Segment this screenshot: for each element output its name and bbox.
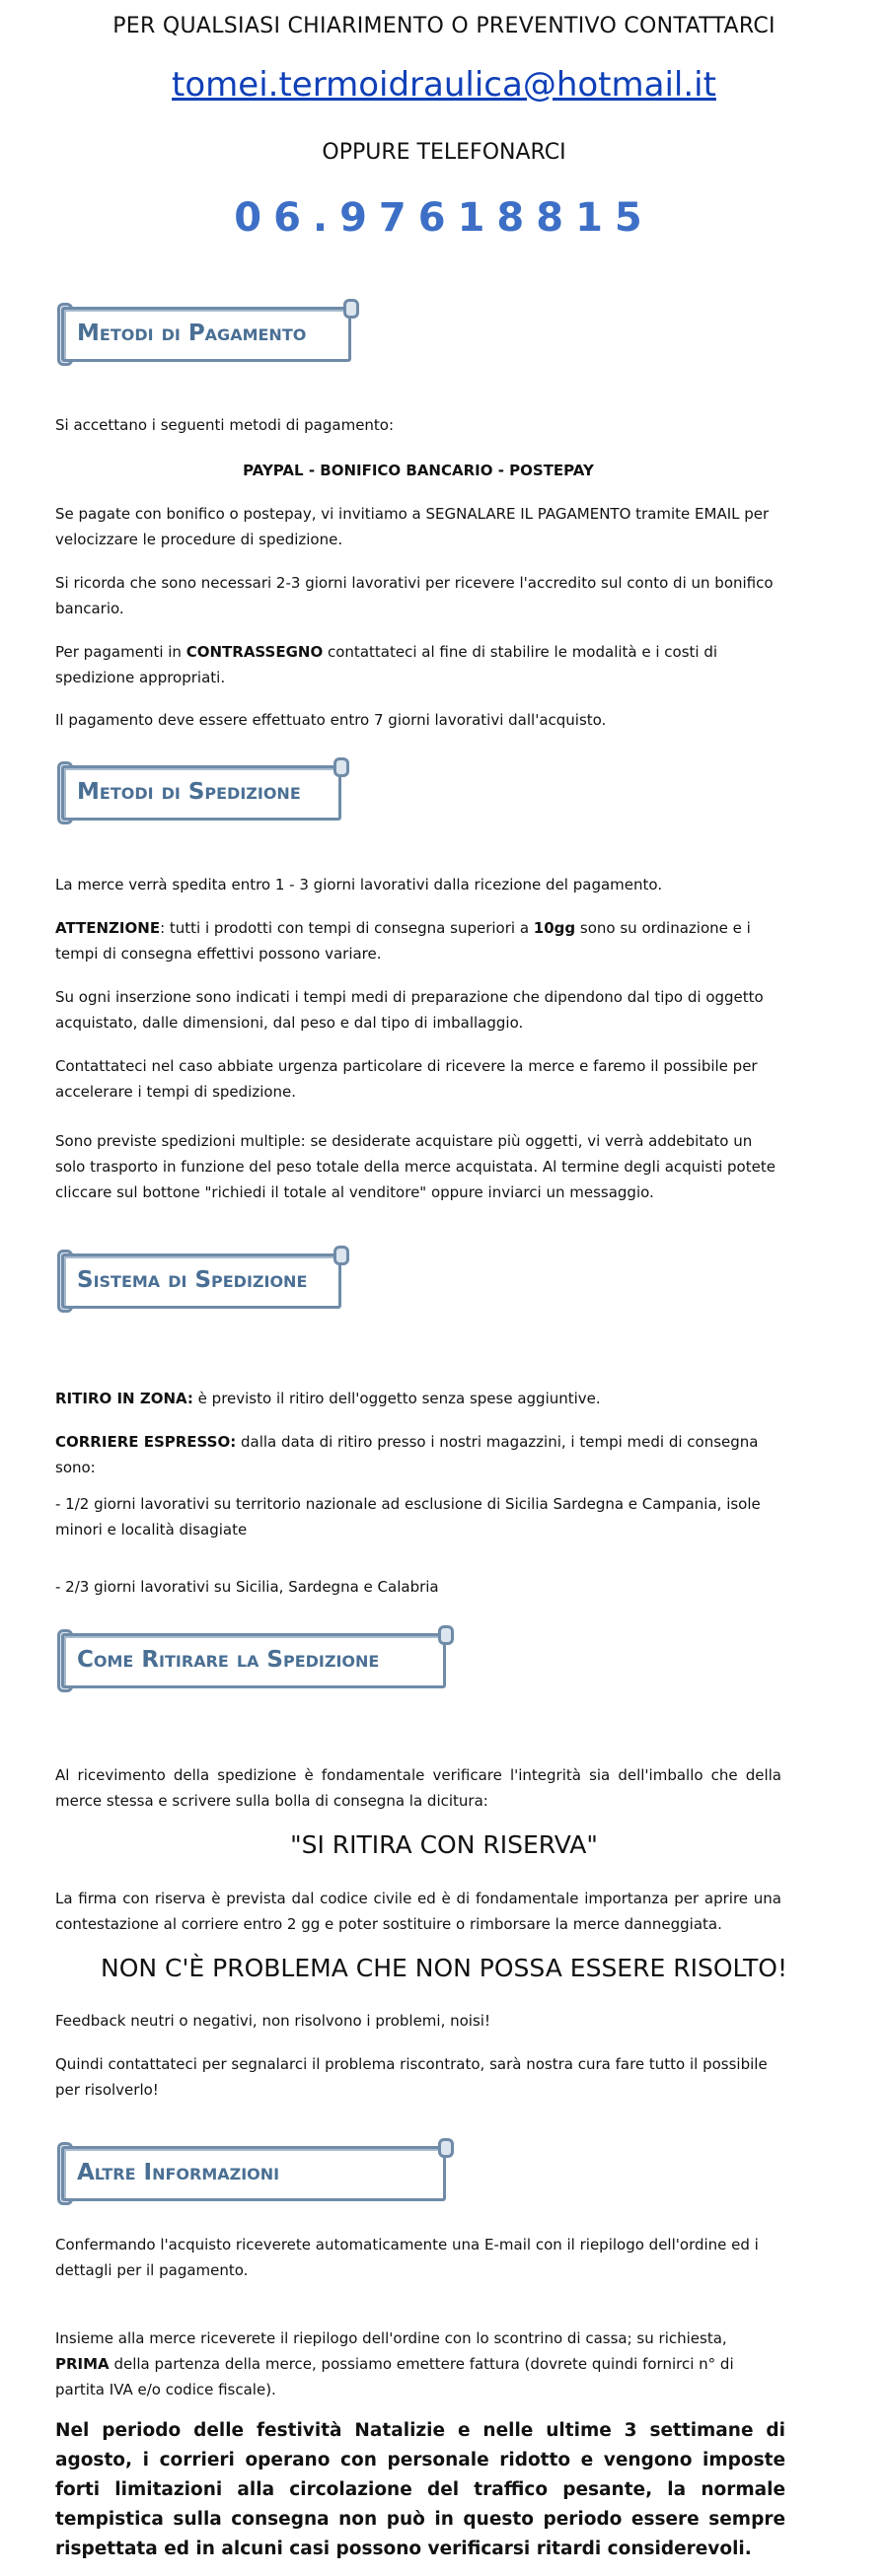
paragraph: Si accettano i seguenti metodi di pagamento: [55, 416, 395, 434]
paragraph: Al ricevimento della spedizione è fondamentale verificare l'integrità sia dell'imballo che della merce stessa e scrivere sulla bolla di consegna la dicitura: [55, 1766, 781, 1810]
reserve-quote: "SI RITIRA CON RISERVA" [290, 1830, 598, 1859]
paragraph: Se pagate con bonifico o postepay, vi invitiamo a SEGNALARE IL PAGAMENTO tramite EMAIL per velocizzare le procedure di spedizione. [55, 505, 770, 548]
paragraph: Feedback neutri o negativi, non risolvono i problemi, noisi! [55, 2012, 490, 2030]
paragraph: Sono previste spedizioni multiple: se desiderate acquistare più oggetti, vi verrà addebitato un solo trasporto in funzione del peso totale della merce acquistata. Al termine degli acquisti potete cliccare sul bottone "richiedi il totale al venditore" oppure inviarci un messaggio. [55, 1132, 776, 1201]
phone-number: 06.97618815 [234, 195, 654, 241]
scroll-right-roll [333, 757, 349, 777]
paragraph: Su ogni inserzione sono indicati i tempi medi di preparazione che dipendono dal tipo di oggetto acquistato, dalle dimensioni, dal peso e dal tipo di imballaggio. [55, 988, 764, 1032]
text: : tutti i prodotti con tempi di consegna superiori a [160, 919, 534, 937]
paragraph: Quindi contattateci per segnalarci il problema riscontrato, sarà nostra cura fare tutto il possibile per risolverlo! [55, 2055, 768, 2099]
text: Per pagamenti in [55, 643, 186, 661]
text: dalla data di ritiro presso i nostri magazzini, i tempi medi di consegna sono: [55, 1433, 759, 1476]
paragraph [55, 2326, 781, 2402]
paragraph: - 1/2 giorni lavorativi su territorio nazionale ad esclusione di Sicilia Sardegna e Campania, isole minori e località disagiate [55, 1495, 761, 1538]
paragraph: Contattateci nel caso abbiate urgenza particolare di ricevere la merce e faremo il possibile per accelerare i tempi di spedizione. [55, 1057, 758, 1101]
paragraph [55, 1386, 781, 1411]
section-banner-pagamento [57, 301, 363, 362]
holiday-notice: Nel periodo delle festività Natalizie e nelle ultime 3 settimane di agosto, i corrieri operano con personale ridotto e vengono imposte forti limitazioni alla circolazione del traffico pesante, la normale tempistica sulla consegna non può in questo periodo essere sempre rispettata ed in alcuni casi possono verificarsi ritardi considerevoli. [55, 2420, 785, 2559]
section-banner-altre [57, 2140, 458, 2201]
paragraph: La merce verrà spedita entro 1 - 3 giorni lavorativi dalla ricezione del pagamento. [55, 876, 663, 894]
paragraph: Il pagamento deve essere effettuato entro 7 giorni lavorativi dall'acquisto. [55, 711, 607, 729]
text-bold: CORRIERE ESPRESSO: [55, 1433, 237, 1451]
email-link[interactable]: tomei.termoidraulica@hotmail.it [172, 65, 716, 105]
phone-heading: OPPURE TELEFONARCI [322, 140, 566, 165]
text-bold: CONTRASSEGNO [185, 643, 324, 661]
text-bold: ATTENZIONE [55, 919, 161, 937]
scroll-right-roll [343, 299, 359, 319]
section-title: Metodi di Pagamento [77, 321, 307, 346]
text: è previsto il ritiro dell'oggetto senza spese aggiuntive. [192, 1390, 601, 1407]
slogan: NON C'È PROBLEMA CHE NON POSSA ESSERE RISOLTO! [101, 1954, 787, 1982]
scroll-right-roll [333, 1246, 349, 1265]
contact-heading: PER QUALSIASI CHIARIMENTO O PREVENTIVO CONTATTARCI [112, 14, 776, 38]
section-banner-spedizione [57, 759, 353, 821]
paragraph [55, 639, 781, 690]
text: sono su ordinazione e i tempi di consegna effettivi possono variare. [55, 919, 751, 963]
section-title: Altre Informazioni [77, 2160, 280, 2185]
text: contattateci al fine di stabilire le modalità e i costi di spedizione appropriati. [55, 643, 718, 686]
section-banner-ritiro [57, 1627, 458, 1688]
text: della partenza della merce, possiamo emettere fattura (dovrete quindi fornirci n° di partita IVA e/o codice fiscale). [55, 2355, 734, 2398]
paragraph: Si ricorda che sono necessari 2-3 giorni lavorativi per ricevere l'accredito sul conto di un bonifico bancario. [55, 574, 774, 617]
text: Insieme alla merce riceverete il riepilogo dell'ordine con lo scontrino di cassa; su richiesta, [55, 2329, 727, 2347]
paragraph [55, 1429, 781, 1480]
section-title: Metodi di Spedizione [77, 779, 301, 805]
text-bold: PRIMA [55, 2355, 110, 2373]
payment-methods: PAYPAL - BONIFICO BANCARIO - POSTEPAY [243, 462, 594, 479]
section-title: Sistema di Spedizione [77, 1267, 308, 1293]
text-bold: RITIRO IN ZONA: [55, 1390, 193, 1407]
section-title: Come Ritirare la Spedizione [77, 1647, 380, 1673]
paragraph [55, 915, 781, 966]
section-banner-sistema [57, 1248, 353, 1309]
scroll-right-roll [438, 1625, 454, 1645]
paragraph: La firma con riserva è prevista dal codice civile ed è di fondamentale importanza per aprire una contestazione al corriere entro 2 gg e poter sostituire o rimborsare la merce danneggiata. [55, 1890, 781, 1933]
scroll-right-roll [438, 2138, 454, 2158]
paragraph: - 2/3 giorni lavorativi su Sicilia, Sardegna e Calabria [55, 1578, 439, 1596]
text-bold: 10gg [533, 919, 576, 937]
paragraph: Confermando l'acquisto riceverete automaticamente una E-mail con il riepilogo dell'ordine ed i dettagli per il pagamento. [55, 2236, 759, 2279]
